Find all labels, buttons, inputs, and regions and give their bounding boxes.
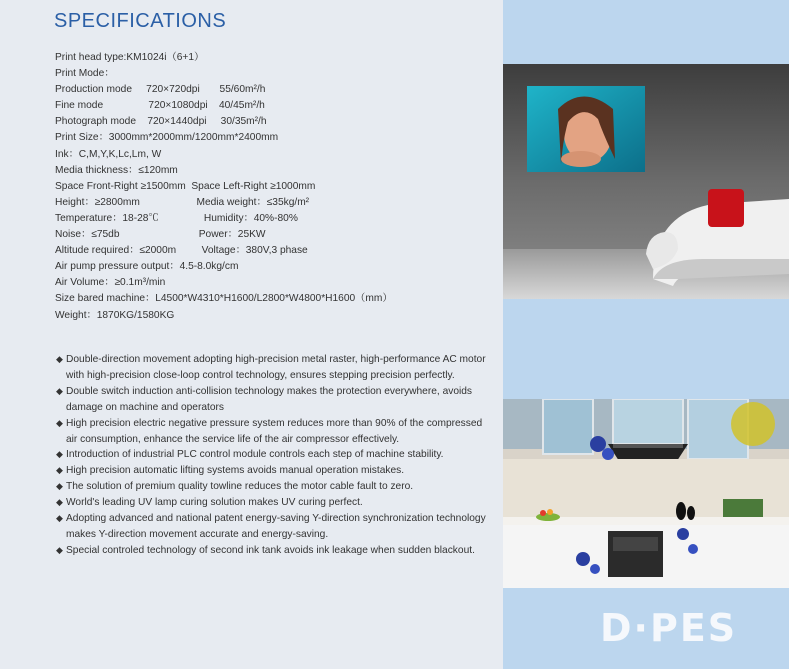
spec-row: Production mode 720×720dpi 55/60m²/h: [55, 84, 266, 96]
dpes-logo: D·PES: [600, 606, 738, 650]
spec-row: Air pump pressure output：4.5-8.0kg/cm: [55, 261, 239, 273]
feature-item: ◆ Double-direction movement adopting high-precision metal raster, high-performance AC motor with high-precision close-loop control technology, ensures stepping precision perfectly.: [56, 354, 486, 381]
spec-row: Size bared machine：L4500*W4310*H1600/L2800*W4800*H1600（mm）: [55, 293, 393, 305]
feature-item: ◆ World's leading UV lamp curing solution makes UV curing perfect.: [56, 495, 496, 511]
feature-item: ◆ The solution of premium quality towline reduces the motor cable fault to zero.: [56, 479, 496, 495]
spec-row: Ink：C,M,Y,K,Lc,Lm, W: [55, 148, 162, 160]
spec-row: Air Volume：≥0.1m³/min: [55, 277, 166, 289]
feature-item: ◆ High precision automatic lifting systems avoids manual operation mistakes.: [56, 463, 496, 479]
diamond-bullet-icon: ◆: [56, 354, 63, 364]
feature-item: ◆ Double switch induction anti-collision technology makes the protection everywhere, avoids damage on machine and operators: [56, 385, 473, 413]
spec-row: Noise：≤75db Power：25KW: [55, 229, 266, 241]
spec-row: Weight：1870KG/1580KG: [55, 309, 175, 321]
living-room-photo: [503, 64, 789, 299]
spec-list: [55, 50, 393, 324]
diamond-bullet-icon: ◆: [56, 417, 63, 428]
spec-row: Print Mode：: [55, 68, 115, 80]
feature-item: ◆ Adopting advanced and national patent energy-saving Y-direction synchronization technology makes Y-direction movement accurate and energy-saving.: [56, 513, 486, 540]
kitchen-photo: [503, 399, 789, 588]
living-room-illustration: [503, 64, 789, 299]
spec-row: Media thickness：≤120mm: [55, 164, 178, 176]
feature-item: ◆ Special controled technology of second ink tank avoids ink leakage when sudden blackout.: [56, 543, 496, 559]
spec-row: Space Front-Right ≥1500mm Space Left-Right ≥1000mm: [55, 180, 316, 192]
diamond-bullet-icon: ◆: [56, 497, 63, 508]
spec-row: Height：≥2800mm Media weight：≤35kg/m²: [55, 196, 310, 208]
kitchen-illustration: [503, 399, 789, 588]
diamond-bullet-icon: ◆: [56, 481, 63, 492]
diamond-bullet-icon: ◆: [56, 385, 63, 396]
feature-item: ◆ Introduction of industrial PLC control module controls each step of machine stability.: [56, 447, 496, 463]
feature-item: ◆ High precision electric negative pressure system reduces more than 90% of the compressed air consumption, enhance the service life of the air compressor effectively.: [56, 417, 483, 445]
spec-row: Print head type:KM1024i（6+1）: [55, 52, 205, 63]
feature-list: [56, 352, 496, 559]
spec-row: Print Size：3000mm*2000mm/1200mm*2400mm: [55, 132, 279, 144]
spec-row: Temperature：18-28℃ Humidity：40%-80%: [55, 212, 298, 224]
spec-row: Altitude required：≤2000m Voltage：380V,3 phase: [55, 245, 308, 257]
diamond-bullet-icon: ◆: [56, 544, 63, 555]
page-title: SPECIFICATIONS: [54, 10, 227, 32]
spec-row: Fine mode 720×1080dpi 40/45m²/h: [55, 100, 265, 112]
diamond-bullet-icon: ◆: [56, 513, 63, 524]
diamond-bullet-icon: ◆: [56, 449, 63, 460]
diamond-bullet-icon: ◆: [56, 465, 63, 476]
spec-row: Photograph mode 720×1440dpi 30/35m²/h: [55, 116, 267, 128]
